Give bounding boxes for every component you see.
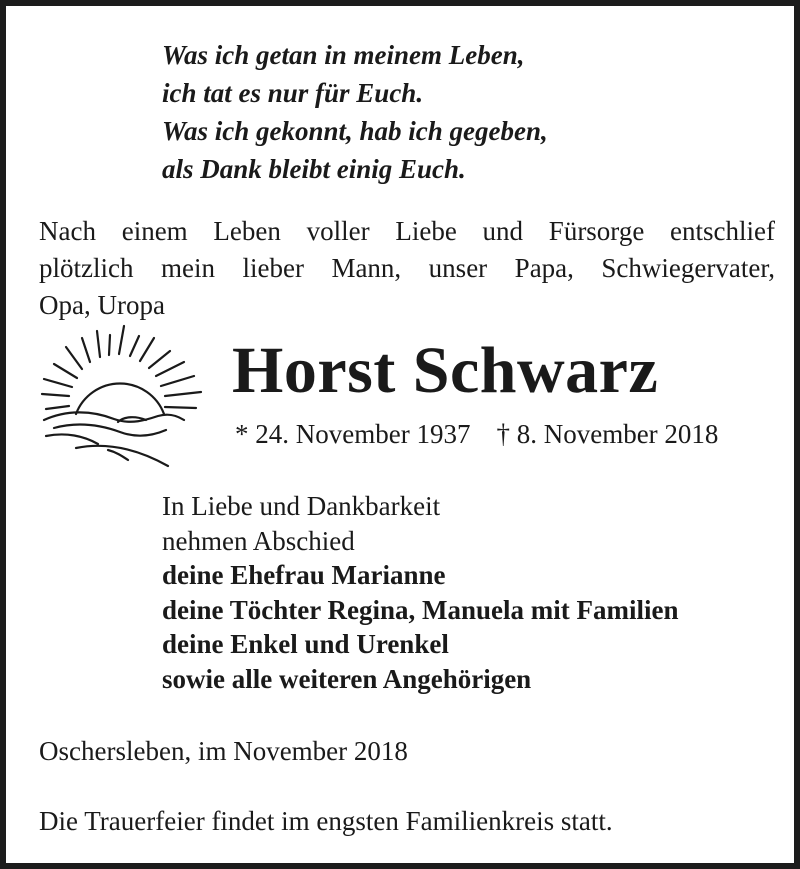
deceased-name: Horst Schwarz (232, 334, 659, 407)
announcement-line: plötzlich mein lieber Mann, unser Papa, Schwiegervater, (39, 253, 775, 283)
place-and-date: Oschersleben, im November 2018 (39, 736, 408, 766)
poem-line: Was ich gekonnt, hab ich gegeben, (162, 116, 548, 146)
life-dates (235, 416, 718, 452)
announcement-line: Opa, Uropa (39, 290, 165, 320)
poem-line: als Dank bleibt einig Euch. (162, 154, 466, 184)
mourners-intro-line: In Liebe und Dankbarkeit (162, 491, 441, 521)
announcement-line: Nach einem Leben voller Liebe und Fürsorge entschlief (39, 216, 775, 246)
mourner-entry: deine Töchter Regina, Manuela mit Familien (162, 594, 679, 625)
poem-line: Was ich getan in meinem Leben, (162, 40, 525, 70)
funeral-note: Die Trauerfeier findet im engsten Familienkreis statt. (39, 806, 613, 836)
mourner-entry: sowie alle weiteren Angehörigen (162, 663, 532, 694)
memorial-poem (162, 36, 548, 188)
birth-date: * 24. November 1937 (235, 419, 471, 449)
announcement-text (39, 213, 775, 324)
mourners-list (162, 489, 678, 696)
death-date: † 8. November 2018 (496, 419, 719, 449)
mourners-intro-line: nehmen Abschied (162, 525, 355, 556)
sunset-over-hills-icon (36, 324, 206, 474)
mourner-entry: deine Ehefrau Marianne (162, 560, 446, 590)
mourner-entry: deine Enkel und Urenkel (162, 629, 449, 659)
poem-line: ich tat es nur für Euch. (162, 78, 424, 108)
